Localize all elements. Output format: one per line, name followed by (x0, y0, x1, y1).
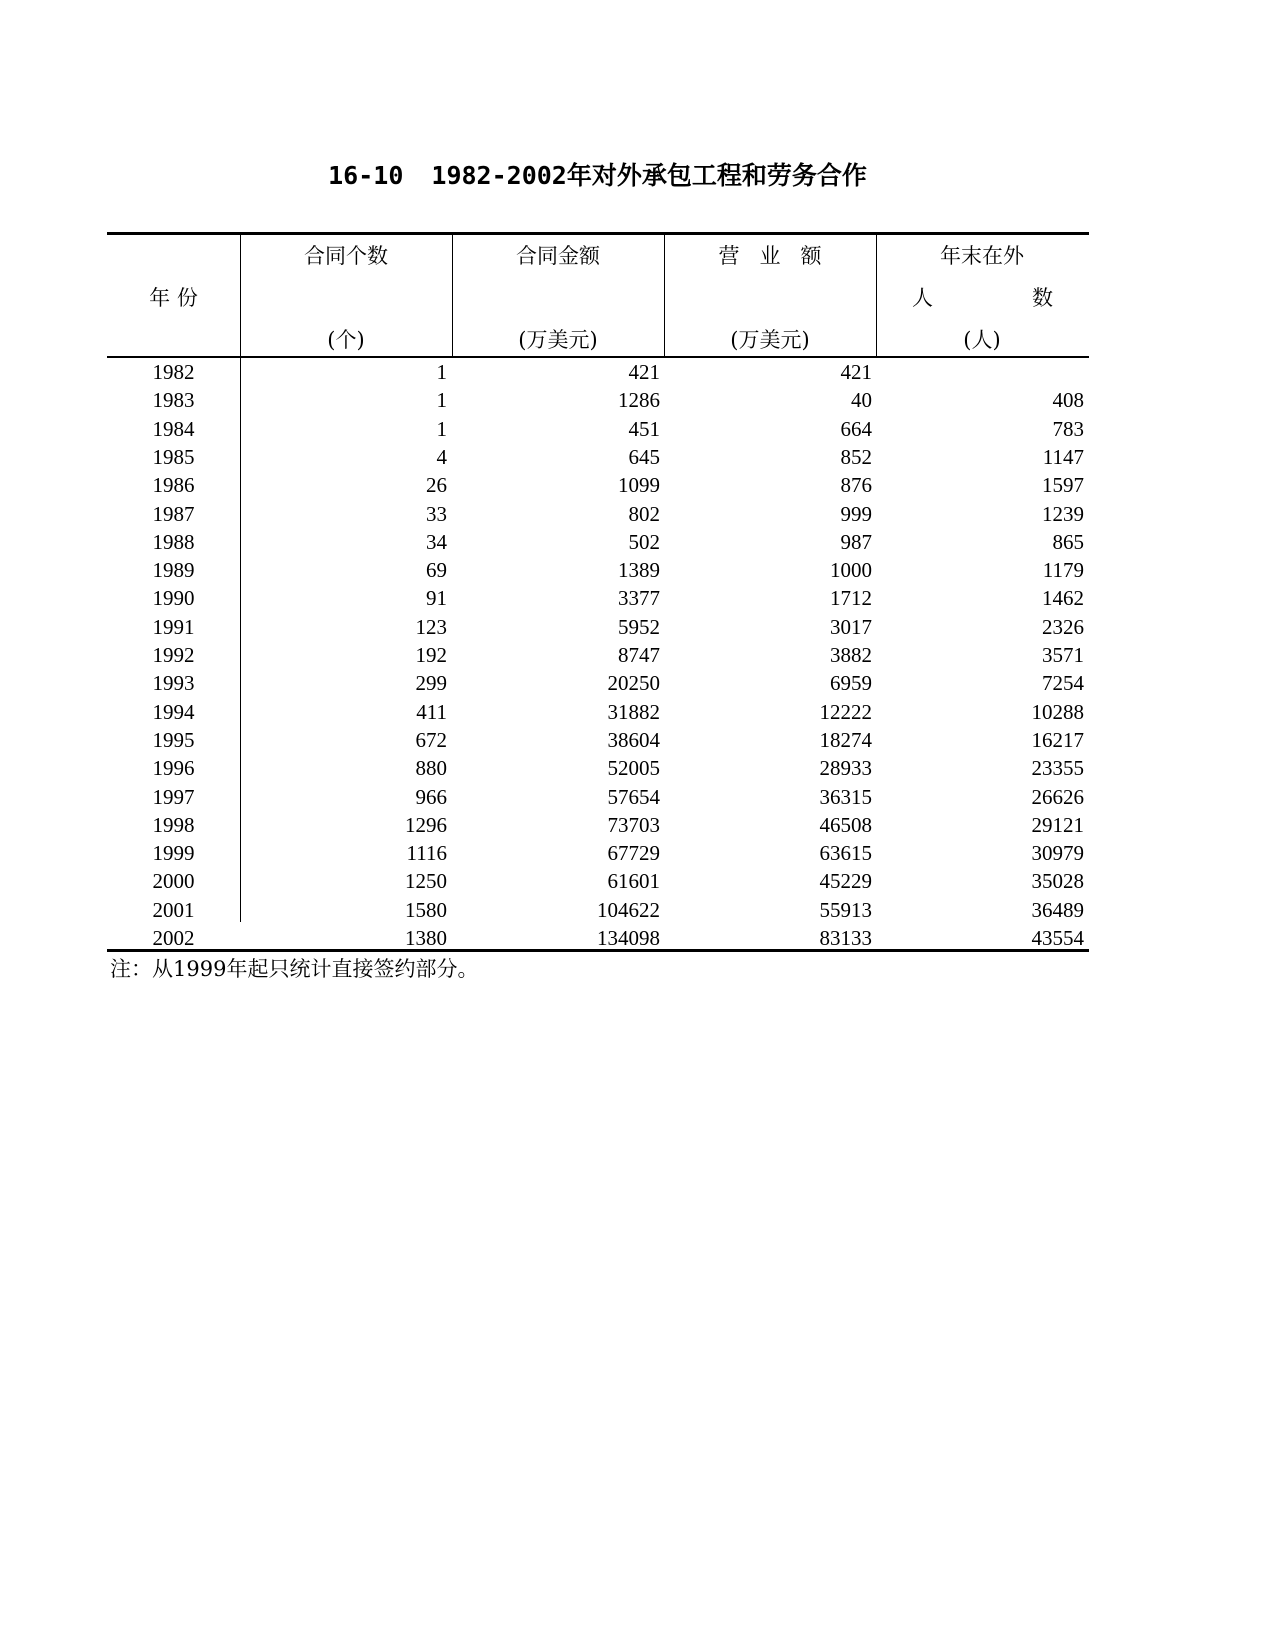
contracts-cell: 1296 (405, 812, 447, 837)
contracts-cell: 34 (426, 529, 447, 554)
contracts-cell: 192 (415, 643, 447, 667)
header-contracts-unit: (个) (327, 328, 365, 352)
amount-cell: 645 (628, 444, 660, 469)
abroad-cell: 16217 (1031, 727, 1084, 752)
revenue-cell: 45229 (819, 869, 872, 894)
revenue-cell: 3882 (830, 643, 872, 667)
contracts-cell: 33 (426, 501, 447, 526)
contracts-cell: 672 (415, 727, 447, 752)
revenue-cell: 12222 (819, 699, 872, 724)
contracts-cell: 91 (426, 586, 447, 611)
amount-cell: 1389 (618, 558, 660, 583)
abroad-cell: 30979 (1031, 841, 1084, 866)
year-cell: 1993 (152, 671, 195, 696)
abroad-cell: 36489 (1031, 897, 1084, 922)
year-cell: 1996 (152, 756, 195, 781)
revenue-cell: 40 (851, 388, 872, 413)
abroad-cell: 1597 (1042, 473, 1084, 498)
header-abroad-unit: (人) (963, 328, 1001, 352)
abroad-cell: 26626 (1031, 784, 1084, 809)
amount-cell: 421 (628, 360, 660, 384)
contracts-cell: 880 (415, 756, 447, 781)
abroad-cell: 408 (1052, 388, 1084, 413)
amount-cell: 802 (628, 501, 660, 526)
table-number: 16-10 (328, 161, 404, 190)
revenue-cell: 999 (840, 501, 872, 526)
year-cell: 1999 (152, 841, 195, 866)
abroad-cell: 865 (1052, 529, 1084, 554)
revenue-cell: 876 (840, 473, 872, 498)
year-cell: 1991 (152, 614, 195, 639)
revenue-cell: 83133 (819, 926, 872, 950)
revenue-cell: 1000 (830, 558, 872, 583)
year-cell: 1995 (152, 727, 195, 752)
amount-cell: 31882 (607, 699, 660, 724)
contracts-cell: 299 (415, 671, 447, 696)
year-cell: 1982 (152, 360, 195, 384)
contracts-cell: 123 (415, 614, 447, 639)
revenue-cell: 664 (840, 416, 872, 441)
year-cell: 1986 (152, 473, 195, 498)
year-cell: 1983 (152, 388, 195, 413)
abroad-cell: 35028 (1031, 869, 1084, 894)
footnote: 注：从1999年起只统计直接签约部分。 (110, 957, 479, 981)
abroad-cell: 2326 (1042, 614, 1084, 639)
header-contracts: 合同个数 (304, 244, 388, 268)
amount-cell: 451 (628, 416, 660, 441)
abroad-cell: 29121 (1031, 812, 1084, 837)
header-abroad: 年末在外 (940, 244, 1024, 268)
revenue-cell: 36315 (819, 784, 872, 809)
year-cell: 1988 (152, 529, 195, 554)
header-revenue-unit: (万美元) (730, 328, 810, 352)
amount-cell: 67729 (607, 841, 660, 866)
year-cell: 1997 (152, 784, 195, 809)
year-cell: 1989 (152, 558, 195, 583)
year-cell: 2001 (152, 897, 195, 922)
amount-cell: 104622 (597, 897, 660, 922)
revenue-cell: 852 (840, 444, 872, 469)
year-cell: 2002 (152, 926, 195, 950)
year-cell: 1987 (152, 501, 195, 526)
contracts-cell: 411 (416, 699, 447, 724)
contracts-cell: 1380 (405, 926, 447, 950)
header-abroad-part1: 人 (912, 286, 933, 310)
year-cell: 2000 (152, 869, 195, 894)
amount-cell: 502 (628, 529, 660, 554)
page-title (0, 156, 1195, 192)
abroad-cell: 1239 (1042, 501, 1084, 526)
contracts-cell: 1 (436, 388, 447, 413)
year-cell: 1998 (152, 812, 195, 837)
amount-cell: 57654 (607, 784, 660, 809)
revenue-cell: 1712 (830, 586, 872, 611)
revenue-cell: 3017 (830, 614, 872, 639)
contracts-cell: 1 (436, 416, 447, 441)
amount-cell: 134098 (597, 926, 660, 950)
header-amount: 合同金额 (516, 244, 600, 268)
amount-cell: 20250 (607, 671, 660, 696)
amount-cell: 73703 (607, 812, 660, 837)
amount-cell: 61601 (607, 869, 660, 894)
amount-cell: 52005 (607, 756, 660, 781)
contracts-cell: 4 (436, 444, 447, 469)
abroad-cell (884, 358, 1084, 386)
year-cell: 1992 (152, 643, 195, 667)
abroad-cell: 23355 (1031, 756, 1084, 781)
amount-cell: 1099 (618, 473, 660, 498)
revenue-cell: 987 (840, 529, 872, 554)
header-abroad-part2: 数 (1032, 286, 1053, 310)
abroad-cell: 1147 (1042, 444, 1084, 469)
year-cell: 1984 (152, 416, 195, 441)
abroad-cell: 1462 (1042, 586, 1084, 611)
revenue-cell: 421 (840, 360, 872, 384)
amount-cell: 5952 (618, 614, 660, 639)
revenue-cell: 6959 (830, 671, 872, 696)
revenue-cell: 55913 (819, 897, 872, 922)
abroad-cell: 7254 (1042, 671, 1084, 696)
revenue-cell: 28933 (819, 756, 872, 781)
amount-cell: 3377 (618, 586, 660, 611)
contracts-cell: 1116 (406, 841, 447, 866)
amount-cell: 38604 (607, 727, 660, 752)
abroad-cell: 783 (1052, 416, 1084, 441)
header-year: 年 份 (149, 286, 198, 310)
header-revenue: 营 业 额 (718, 244, 822, 268)
abroad-cell: 43554 (1031, 926, 1084, 950)
top-rule (107, 232, 1089, 235)
abroad-cell: 3571 (1042, 643, 1084, 667)
amount-cell: 1286 (618, 388, 660, 413)
table-title: 1982-2002年对外承包工程和劳务合作 (431, 161, 867, 190)
year-cell: 1990 (152, 586, 195, 611)
contracts-cell: 69 (426, 558, 447, 583)
year-cell: 1985 (152, 444, 195, 469)
contracts-cell: 1580 (405, 897, 447, 922)
abroad-cell: 10288 (1031, 699, 1084, 724)
contracts-cell: 1 (436, 360, 447, 384)
revenue-cell: 63615 (819, 841, 872, 866)
revenue-cell: 18274 (819, 727, 872, 752)
abroad-cell: 1179 (1042, 558, 1084, 583)
contracts-cell: 26 (426, 473, 447, 498)
header-amount-unit: (万美元) (518, 328, 598, 352)
revenue-cell: 46508 (819, 812, 872, 837)
amount-cell: 8747 (618, 643, 660, 667)
contracts-cell: 1250 (405, 869, 447, 894)
year-cell: 1994 (152, 699, 195, 724)
contracts-cell: 966 (415, 784, 447, 809)
